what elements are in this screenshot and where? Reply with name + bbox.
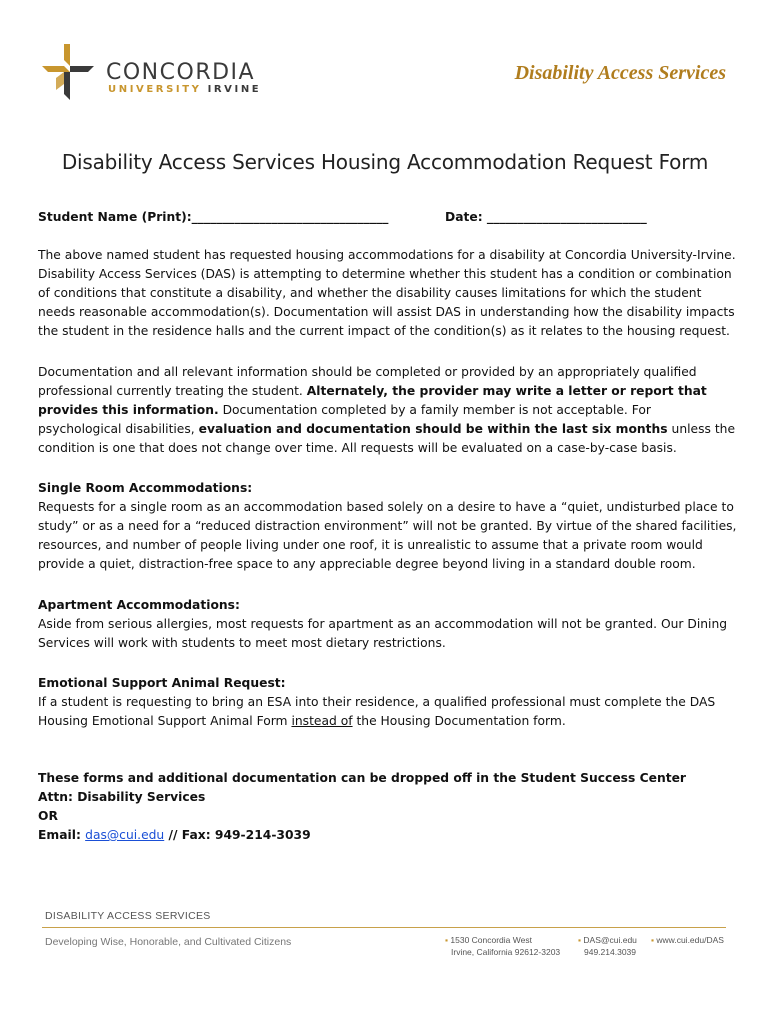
email-link[interactable]: das@cui.edu bbox=[85, 828, 165, 842]
email-label: Email: bbox=[38, 828, 86, 842]
dropoff-line2: Attn: Disability Services bbox=[38, 790, 206, 804]
footer-email[interactable]: DAS@cui.edu bbox=[583, 935, 637, 945]
single-room-heading: Single Room Accommodations: bbox=[38, 481, 253, 495]
doc-bold1: Alternately, the provider may write a letter or report that provides this information. bbox=[38, 384, 707, 417]
footer-motto: Developing Wise, Honorable, and Cultivated Citizens bbox=[45, 936, 292, 948]
esa-section bbox=[38, 674, 738, 731]
apartment-section bbox=[38, 596, 738, 653]
footer-phone: 949.214.3039 bbox=[584, 947, 636, 957]
address-line2: Irvine, California 92612-3203 bbox=[451, 947, 561, 957]
esa-heading: Emotional Support Animal Request: bbox=[38, 676, 286, 690]
department-header: Disability Access Services bbox=[514, 62, 726, 84]
doc-part2: Documentation completed by a family member is not acceptable. For psychological disabilities, bbox=[38, 403, 651, 436]
single-room-section bbox=[38, 479, 738, 574]
documentation-text bbox=[38, 363, 738, 458]
logo-university: UNIVERSITY bbox=[108, 84, 202, 95]
fax-text: // Fax: 949-214-3039 bbox=[164, 828, 311, 842]
student-info-fields bbox=[38, 210, 738, 224]
form-title-text: Disability Access Services Housing Accommodation Request Form bbox=[61, 150, 709, 174]
logo-irvine: IRVINE bbox=[207, 84, 262, 95]
doc-part3: unless the condition is one that does not change over time. All requests will be evaluated on a case-by-case basis. bbox=[38, 422, 736, 455]
doc-part1: Documentation and all relevant information should be completed or provided by an appropriately qualified professional currently treating the student. bbox=[38, 365, 697, 398]
footer-divider bbox=[42, 927, 726, 928]
bullet-icon: ▪ bbox=[651, 935, 655, 945]
apartment-text: Aside from serious allergies, most requests for apartment as an accommodation will not be granted. Our Dining Services will work with students to meet most dietary restrictions. bbox=[38, 617, 728, 650]
footer-label: DISABILITY ACCESS SERVICES bbox=[45, 910, 211, 922]
dropoff-or: OR bbox=[38, 809, 58, 823]
single-room-text: Requests for a single room as an accommodation based solely on a desire to have a “quiet, undisturbed place to study” or as a need for a “reduced distraction environment” will not be granted. By virtue of the shared facilities, resources, and number of people living under one roof, it is unrealistic to assume that a private room would provide a quiet, distraction-free space to any appreciable degree beyond living in a standard double room. bbox=[38, 500, 737, 571]
bullet-icon: ▪ bbox=[578, 935, 582, 945]
student-name-field[interactable]: Student Name (Print):________________________________ bbox=[38, 210, 389, 224]
footer-website[interactable]: www.cui.edu/DAS bbox=[656, 935, 724, 945]
doc-bold2: evaluation and documentation should be within the last six months bbox=[198, 422, 668, 436]
esa-text2: the Housing Documentation form. bbox=[352, 714, 566, 728]
form-title bbox=[0, 150, 770, 174]
dropoff-section bbox=[38, 769, 738, 845]
intro-paragraph bbox=[38, 246, 738, 341]
esa-instead-of: instead of bbox=[291, 714, 353, 728]
footer-address bbox=[445, 934, 560, 958]
documentation-paragraph bbox=[38, 363, 738, 458]
date-field[interactable]: Date: __________________________ bbox=[445, 210, 647, 224]
logo-subtitle bbox=[108, 84, 261, 95]
concordia-logo bbox=[42, 44, 262, 102]
footer-contact bbox=[578, 934, 637, 958]
contact-line bbox=[38, 826, 738, 845]
cross-emblem-icon bbox=[42, 44, 98, 102]
esa-text bbox=[38, 693, 738, 731]
apartment-heading: Apartment Accommodations: bbox=[38, 598, 240, 612]
footer-web bbox=[651, 934, 724, 946]
esa-text1: If a student is requesting to bring an ESA into their residence, a qualified professional must complete the DAS Housing Emotional Support Animal Form bbox=[38, 695, 716, 728]
address-line1: 1530 Concordia West bbox=[450, 935, 532, 945]
intro-text: The above named student has requested housing accommodations for a disability at Concordia University-Irvine. Disability Access Services (DAS) is attempting to determine whether this student has a condition or combination of conditions that constitute a disability, and whether the disability causes limitations for which the student needs reasonable accommodation(s). Documentation will assist DAS in understanding how the disability impacts the student in the residence halls and the current impact of the condition(s) as it relates to the housing request. bbox=[38, 248, 736, 338]
logo-name: CONCORDIA bbox=[106, 60, 256, 85]
bullet-icon: ▪ bbox=[445, 935, 449, 945]
dropoff-line1: These forms and additional documentation can be dropped off in the Student Success Center bbox=[38, 771, 686, 785]
